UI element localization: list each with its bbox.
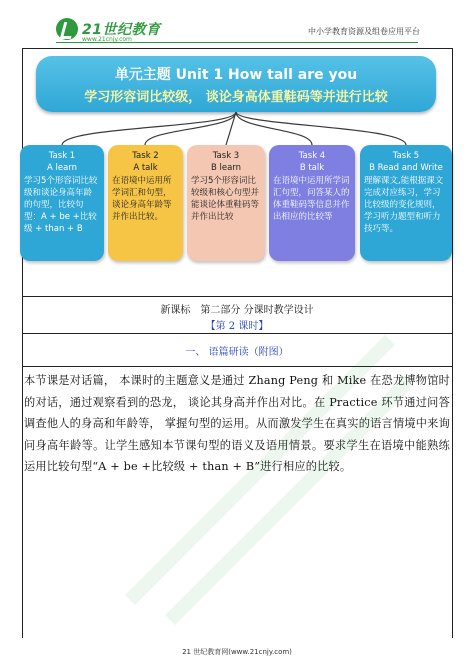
section-divider (22, 333, 452, 334)
task-title: Task 4 (298, 151, 326, 161)
unit-subtitle: 学习形容词比较级， 谈论身高体重鞋码等并进行比较 (84, 90, 388, 105)
analysis-paragraph: 本节课是对话篇， 本课时的主题意义是通过 Zhang Peng 和 Mike 在恐龙博物馆时的对话，通过观察看到的恐龙， 谈论其身高并作出对比。在 Practice 环节通过问答调查他人的身高和年龄等， 掌握句型的运用。从而激发学生在真实的语言情境中来询问身高年龄等。让学生感知本节课句型的语义及语用情景。要求学生在语境中能熟练运用比较句型“A + be +比较级 + than + B”进行相应的比较。 (24, 374, 450, 474)
task-subtitle: B talk (299, 163, 325, 173)
task-description: 学习5个形容词比较级和核心句型并能谈论体重鞋码等并作出比较 (191, 176, 260, 222)
connector-task4 (236, 112, 312, 145)
logo-url: www.21cnjy.com (82, 36, 132, 43)
task-title: Task 3 (212, 151, 240, 161)
task-subtitle: B learn (210, 163, 242, 173)
connector-task5 (236, 112, 406, 145)
platform-name: 中小学教育资源及组卷应用平台 (308, 27, 420, 36)
task-card-1 (20, 145, 104, 261)
section-divider (22, 366, 452, 367)
logo-text: 21世纪教育 (82, 22, 161, 38)
task-title: Task 5 (392, 151, 420, 161)
analysis-heading: 一、 语篇研读（附图） (185, 347, 289, 358)
unit-title: 单元主题 Unit 1 How tall are you (114, 67, 358, 83)
section-divider (22, 296, 452, 297)
task-description: 在语境中运用所学词汇句型，问答某人的体重鞋码等信息并作出相应的比较等 (273, 176, 350, 222)
task-card-3 (187, 145, 265, 261)
task-description: 理解课文,能根据课文完成对应练习，学习比较级的变化规则，学习听力题型和听力技巧等。 (364, 176, 444, 234)
task-title: Task 2 (132, 151, 159, 161)
task-card-5 (360, 145, 452, 261)
task-card-2 (108, 145, 183, 261)
task-subtitle: A learn (46, 163, 78, 173)
page-footer: 21 世纪教育网(www.21cnjy.com) (182, 648, 292, 656)
task-title: Task 1 (48, 151, 76, 161)
task-subtitle: A talk (133, 163, 158, 173)
task-description: 学习5个形容词比较级和谈论身高年龄的句型，比较句型：A + be +比较级 + than + B (24, 176, 98, 234)
section-title: 新课标 第二部分 分课时教学设计 (160, 305, 314, 316)
task-subtitle: B Read and Write (369, 163, 443, 173)
lesson-label: 【第 2 课时】 (205, 321, 269, 332)
task-description: 在语境中运用所学词汇和句型，谈论身高年龄等并作出比较。 (112, 176, 172, 222)
connector-task2 (145, 112, 236, 145)
task-card-4 (269, 145, 355, 261)
